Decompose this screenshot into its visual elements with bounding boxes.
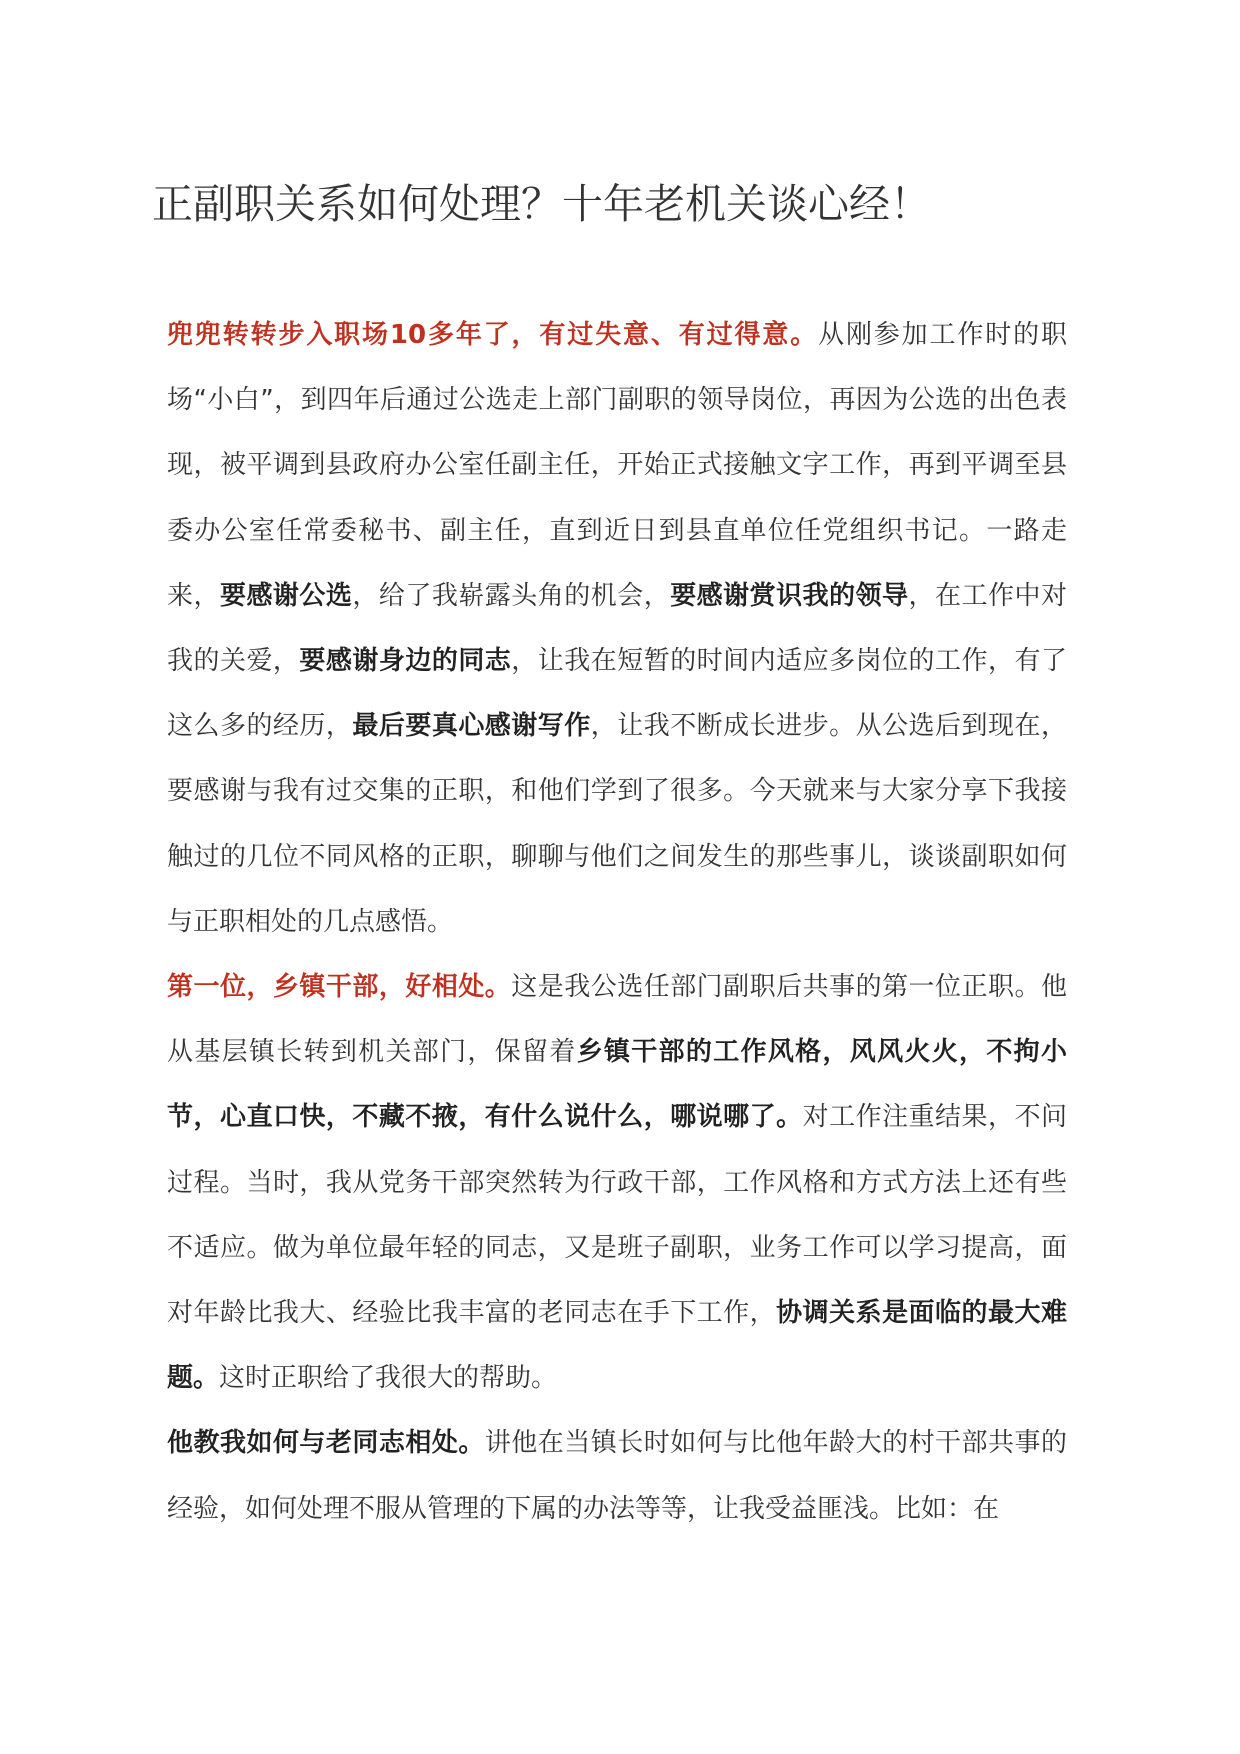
- bold-run: 要感谢公选: [219, 580, 353, 611]
- article-body: [167, 303, 1067, 1542]
- text-run: 这时正职给了我很大的帮助。: [219, 1363, 558, 1394]
- paragraph-first: [167, 955, 1067, 1411]
- text-run: ，给了我崭露头角的机会，: [352, 580, 671, 611]
- highlight-heading-run: 兜兜转转步入职场10多年了，有过失意、有过得意。: [167, 320, 819, 350]
- paragraph-second: [167, 1411, 1067, 1541]
- bold-run: 协调关系是面临的最大难题。: [167, 1298, 1067, 1394]
- bold-run: 他教我如何与老同志相处。: [167, 1428, 485, 1459]
- text-run: ，在工作中对我的关爱，: [167, 580, 1067, 677]
- article-title: 正副职关系如何处理？十年老机关谈心经！: [152, 180, 931, 228]
- bold-run: 要感谢赏识我的领导: [670, 580, 909, 611]
- text-run: 对工作注重结果，不问过程。当时，我从党务干部突然转为行政干部，工作风格和方式方法上还有些不适应。做为单位最年轻的同志，又是班子副职，业务工作可以学习提高，面对年龄比我大、经验比我丰富的老同志在手下工作，: [167, 1102, 1067, 1329]
- bold-run: 乡镇干部的工作风格，风风火火，不拘小节，心直口快，不藏不掖，有什么说什么，哪说哪了。: [167, 1037, 1067, 1133]
- text-run: ，让我在短暂的时间内适应多岗位的工作，有了这么多的经历，: [167, 646, 1067, 742]
- text-run: 讲他在当镇长时如何与比他年龄大的村干部共事的经验，如何处理不服从管理的下属的办法等等，让我受益匪浅。比如：在: [167, 1428, 1067, 1524]
- text-run: ，让我不断成长进步。从公选后到现在，要感谢与我有过交集的正职，和他们学到了很多。今天就来与大家分享下我接触过的几位不同风格的正职，聊聊与他们之间发生的那些事儿，谈谈副职如何与正职相处的几点感悟。: [167, 711, 1067, 937]
- text-run: 从刚参加工作时的职场“小白”，到四年后通过公选走上部门副职的领导岗位，再因为公选的出色表现，被平调到县政府办公室任副主任，开始正式接触文字工作，再到平调至县委办公室任常委秘书、副主任，直到近日到县直单位任党组织书记。一路走来，: [167, 320, 1067, 611]
- bold-run: 最后要真心感谢写作: [352, 711, 591, 742]
- text-run: 这是我公选任部门副职后共事的第一位正职。他从基层镇长转到机关部门，保留着: [167, 972, 1067, 1068]
- highlight-heading-run: 第一位，乡镇干部，好相处。: [167, 972, 512, 1003]
- paragraph-intro: [167, 303, 1067, 955]
- bold-run: 要感谢身边的同志: [299, 646, 512, 677]
